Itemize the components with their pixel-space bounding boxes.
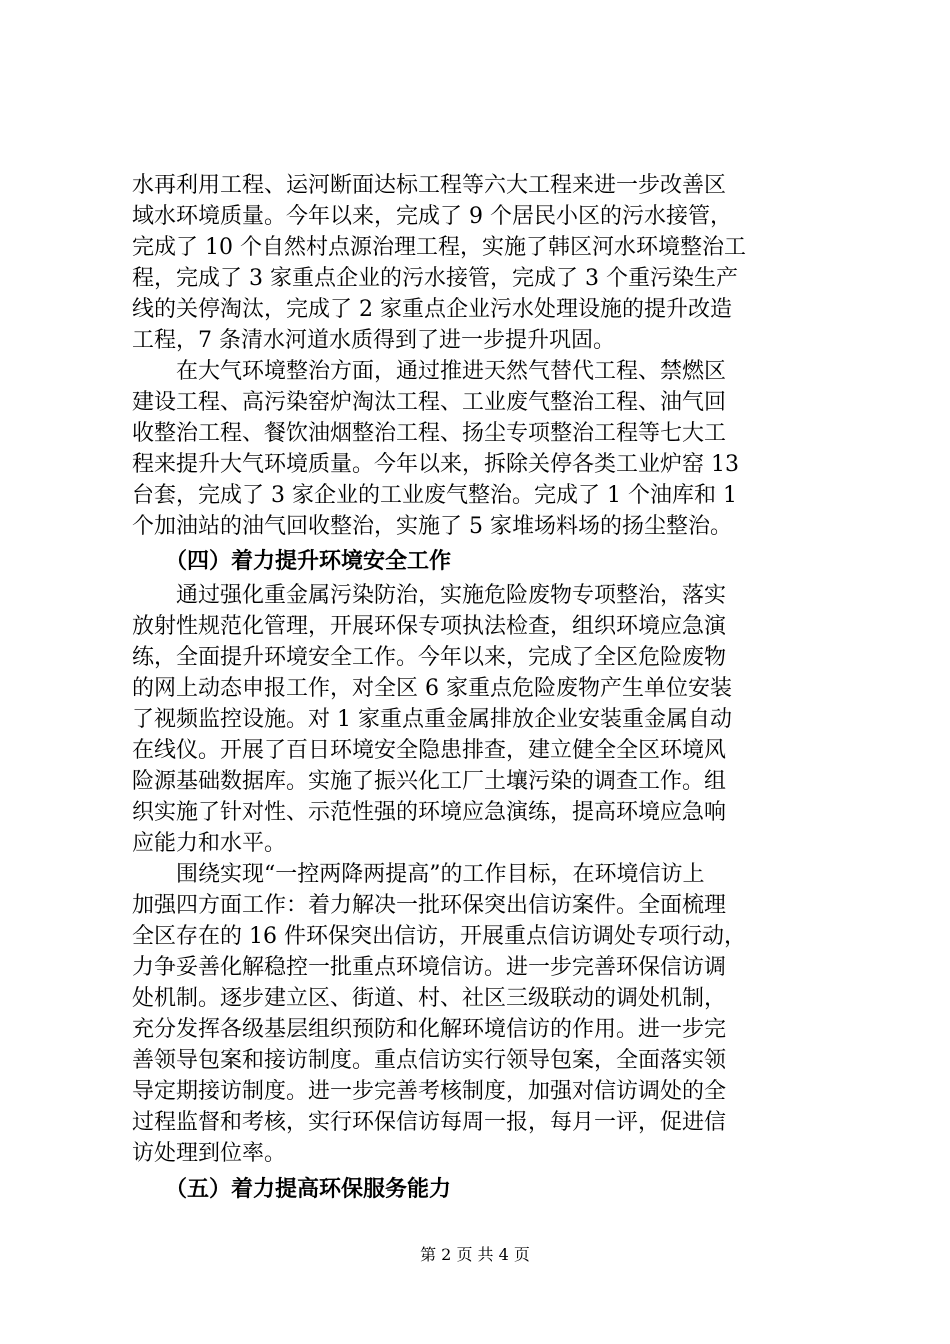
text-line: 的网上动态申报工作，对全区 6 家重点危险废物产生单位安装 (132, 676, 732, 701)
text-line: 导定期接访制度。进一步完善考核制度，加强对信访调处的全 (132, 1079, 727, 1104)
text-line: 织实施了针对性、示范性强的环境应急演练，提高环境应急响 (132, 800, 727, 825)
text-line: 水再利用工程、运河断面达标工程等六大工程来进一步改善区 (132, 173, 727, 198)
text-line: 险源基础数据库。实施了振兴化工厂土壤污染的调查工作。组 (132, 769, 727, 794)
section-heading-5: （五）着力提高环保服务能力 (132, 1176, 452, 1202)
text-line: 收整治工程、餐饮油烟整治工程、扬尘专项整治工程等七大工 (132, 421, 727, 446)
page-number-footer: 第 2 页 共 4 页 (420, 1245, 530, 1264)
text-line: 建设工程、高污染窑炉淘汰工程、工业废气整治工程、油气回 (132, 390, 727, 415)
text-line: 加强四方面工作：着力解决一批环保突出信访案件。全面梳理 (132, 893, 727, 918)
text-line: 围绕实现“一控两降两提高”的工作目标，在环境信访上 (132, 862, 705, 887)
text-line: 力争妥善化解稳控一批重点环境信访。进一步完善环保信访调 (132, 955, 727, 980)
text-line: 通过强化重金属污染防治，实施危险废物专项整治，落实 (132, 583, 727, 608)
text-line: 工程，7 条清水河道水质得到了进一步提升巩固。 (132, 328, 615, 353)
text-line: 练，全面提升环境安全工作。今年以来，完成了全区危险废物 (132, 645, 727, 670)
document-body (132, 170, 822, 1209)
text-line: 放射性规范化管理，开展环保专项执法检查，组织环境应急演 (132, 614, 727, 639)
text-line: 全区存在的 16 件环保突出信访，开展重点信访调处专项行动， (132, 924, 746, 949)
text-line: 充分发挥各级基层组织预防和化解环境信访的作用。进一步完 (132, 1017, 727, 1042)
section-heading-4: （四）着力提升环境安全工作 (132, 548, 452, 574)
paragraph-environment-safety (132, 580, 822, 859)
text-line: 程，完成了 3 家重点企业的污水接管，完成了 3 个重污染生产 (132, 266, 738, 291)
text-line: 台套，完成了 3 家企业的工业废气整治。完成了 1 个油库和 1 (132, 483, 737, 508)
text-line: 在线仪。开展了百日环境安全隐患排查，建立健全全区环境风 (132, 738, 727, 763)
text-line: 过程监督和考核，实行环保信访每周一报，每月一评，促进信 (132, 1110, 727, 1135)
text-line: 处机制。逐步建立区、街道、村、社区三级联动的调处机制， (132, 986, 727, 1011)
text-line: 个加油站的油气回收整治，实施了 5 家堆场料场的扬尘整治。 (132, 514, 732, 539)
text-line: 善领导包案和接访制度。重点信访实行领导包案，全面落实领 (132, 1048, 727, 1073)
paragraph-air-environment (132, 356, 822, 542)
text-line: 完成了 10 个自然村点源治理工程，实施了韩区河水环境整治工 (132, 235, 746, 260)
paragraph-petition-work (132, 859, 822, 1169)
text-line: 域水环境质量。今年以来，完成了 9 个居民小区的污水接管， (132, 204, 732, 229)
text-line: 了视频监控设施。对 1 家重点重金属排放企业安装重金属自动 (132, 707, 732, 732)
paragraph-water-environment (132, 170, 822, 356)
text-line: 访处理到位率。 (132, 1141, 287, 1166)
text-line: 应能力和水平。 (132, 831, 287, 856)
text-line: 程来提升大气环境质量。今年以来，拆除关停各类工业炉窑 13 (132, 452, 739, 477)
text-line: 在大气环境整治方面，通过推进天然气替代工程、禁燃区 (132, 359, 727, 384)
text-line: 线的关停淘汰，完成了 2 家重点企业污水处理设施的提升改造 (132, 297, 732, 322)
